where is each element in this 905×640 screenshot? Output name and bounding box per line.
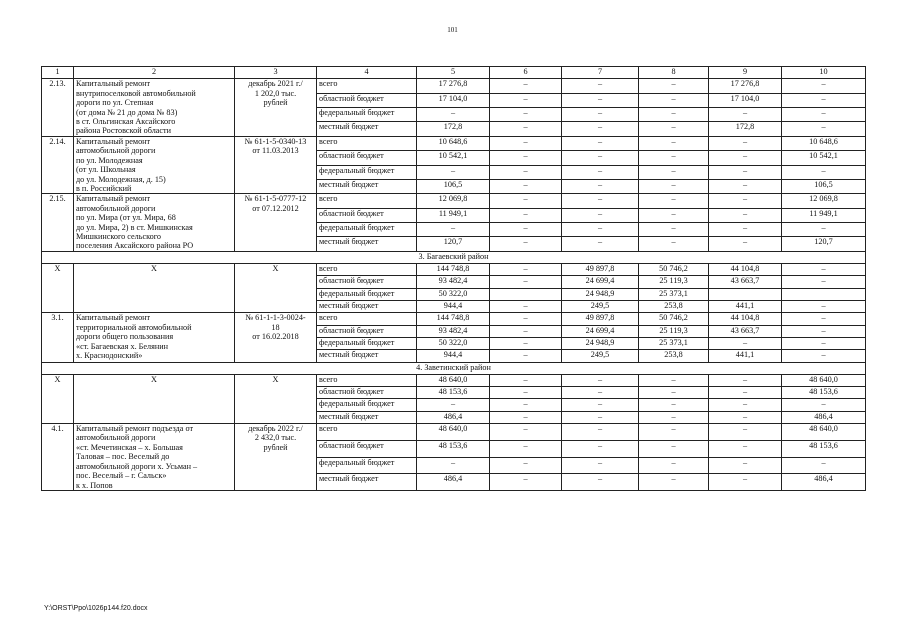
amount-cell: 172,8	[709, 122, 782, 136]
project-document: № 61-1-5-0340-13 от 11.03.2013	[235, 136, 317, 194]
amount-cell: –	[562, 136, 639, 150]
amount-cell: 172,8	[417, 122, 490, 136]
amount-cell: –	[782, 122, 866, 136]
amount-cell: –	[490, 93, 562, 107]
column-number-row	[42, 67, 866, 79]
amount-cell: –	[709, 136, 782, 150]
amount-cell: 486,4	[782, 474, 866, 491]
amount-cell: 48 153,6	[782, 387, 866, 399]
amount-cell: 48 640,0	[417, 374, 490, 386]
project-document: декабрь 2021 г./ 1 202,0 тыс. рублей	[235, 79, 317, 137]
item-number: 2.14.	[42, 136, 74, 194]
funding-source: областной бюджет	[317, 325, 417, 337]
funding-source: местный бюджет	[317, 179, 417, 193]
amount-cell: –	[490, 122, 562, 136]
column-number: 8	[639, 67, 709, 79]
object-name: Капитальный ремонт автомобильной дороги по ул. Молодежная (от ул. Школьная до ул. Молодежная, д. 15) в п. Российский	[74, 136, 235, 194]
amount-cell: –	[639, 424, 709, 441]
amount-cell: –	[490, 79, 562, 93]
amount-cell: 25 119,3	[639, 276, 709, 288]
amount-cell: –	[639, 151, 709, 165]
amount-cell: 249,5	[562, 350, 639, 362]
amount-cell: –	[490, 424, 562, 441]
object-name: Капитальный ремонт автомобильной дороги по ул. Мира (от ул. Мира, 68 до ул. Мира, 2) в ст. Мишкинская Мишкинского сельского поселения Аксайского района РО	[74, 194, 235, 252]
amount-cell: –	[562, 374, 639, 386]
amount-cell: –	[562, 399, 639, 411]
object-name: Х	[74, 374, 235, 423]
amount-cell: 10 648,6	[782, 136, 866, 150]
amount-cell: –	[639, 179, 709, 193]
amount-cell: 10 648,6	[417, 136, 490, 150]
amount-cell	[782, 288, 866, 300]
amount-cell: –	[782, 337, 866, 349]
amount-cell: –	[562, 457, 639, 474]
amount-cell: 944,4	[417, 350, 490, 362]
amount-cell: 48 640,0	[782, 374, 866, 386]
funding-source: местный бюджет	[317, 474, 417, 491]
amount-cell: –	[709, 208, 782, 222]
amount-cell: –	[782, 264, 866, 276]
amount-cell: –	[709, 387, 782, 399]
funding-source: местный бюджет	[317, 237, 417, 251]
amount-cell: 24 948,9	[562, 337, 639, 349]
amount-cell: –	[562, 223, 639, 237]
amount-cell: –	[639, 411, 709, 423]
project-document: Х	[235, 264, 317, 313]
amount-cell: 106,5	[782, 179, 866, 193]
amount-cell: –	[782, 457, 866, 474]
funding-source: местный бюджет	[317, 122, 417, 136]
amount-cell: 486,4	[417, 474, 490, 491]
table-row	[42, 264, 866, 276]
funding-source: областной бюджет	[317, 93, 417, 107]
amount-cell: 50 746,2	[639, 264, 709, 276]
column-number: 1	[42, 67, 74, 79]
funding-source: всего	[317, 374, 417, 386]
amount-cell: –	[562, 194, 639, 208]
funding-source: областной бюджет	[317, 276, 417, 288]
amount-cell: –	[639, 194, 709, 208]
funding-source: всего	[317, 313, 417, 325]
amount-cell: 17 276,8	[417, 79, 490, 93]
object-name: Капитальный ремонт территориальной автомобильной дороги общего пользования «ст. Багаевская х. Белянин х. Краснодонский»	[74, 313, 235, 362]
amount-cell: 48 153,6	[417, 440, 490, 457]
amount-cell: –	[490, 179, 562, 193]
amount-cell: 48 153,6	[782, 440, 866, 457]
amount-cell: –	[490, 337, 562, 349]
amount-cell: –	[639, 208, 709, 222]
amount-cell: –	[709, 374, 782, 386]
amount-cell: –	[562, 440, 639, 457]
amount-cell: –	[490, 165, 562, 179]
amount-cell: –	[782, 165, 866, 179]
column-number: 6	[490, 67, 562, 79]
amount-cell: 253,8	[639, 301, 709, 313]
amount-cell: 44 104,8	[709, 264, 782, 276]
amount-cell: 120,7	[417, 237, 490, 251]
amount-cell	[490, 288, 562, 300]
amount-cell: –	[709, 337, 782, 349]
amount-cell	[709, 288, 782, 300]
amount-cell: 24 699,4	[562, 325, 639, 337]
item-number: 2.15.	[42, 194, 74, 252]
amount-cell: 43 663,7	[709, 325, 782, 337]
amount-cell: 249,5	[562, 301, 639, 313]
section-row	[42, 362, 866, 374]
amount-cell: –	[490, 457, 562, 474]
amount-cell: –	[639, 237, 709, 251]
amount-cell: 49 897,8	[562, 313, 639, 325]
table-row	[42, 374, 866, 386]
amount-cell: –	[639, 108, 709, 122]
amount-cell: –	[490, 411, 562, 423]
amount-cell: –	[782, 399, 866, 411]
amount-cell: –	[639, 440, 709, 457]
amount-cell: 25 373,1	[639, 337, 709, 349]
amount-cell: 93 482,4	[417, 325, 490, 337]
amount-cell: 17 104,0	[709, 93, 782, 107]
amount-cell: 17 276,8	[709, 79, 782, 93]
amount-cell: –	[562, 208, 639, 222]
column-number: 4	[317, 67, 417, 79]
amount-cell: –	[562, 79, 639, 93]
column-number: 7	[562, 67, 639, 79]
amount-cell: 486,4	[782, 411, 866, 423]
amount-cell: 50 322,0	[417, 288, 490, 300]
amount-cell: –	[490, 108, 562, 122]
amount-cell: –	[639, 122, 709, 136]
amount-cell: 11 949,1	[417, 208, 490, 222]
amount-cell: 25 119,3	[639, 325, 709, 337]
amount-cell: –	[562, 387, 639, 399]
item-number: Х	[42, 374, 74, 423]
amount-cell: –	[782, 301, 866, 313]
amount-cell: –	[639, 165, 709, 179]
amount-cell: –	[490, 237, 562, 251]
table-row	[42, 79, 866, 93]
item-number: 4.1.	[42, 424, 74, 491]
funding-source: местный бюджет	[317, 350, 417, 362]
amount-cell: –	[639, 93, 709, 107]
amount-cell: –	[639, 399, 709, 411]
object-name: Капитальный ремонт внутрипоселковой автомобильной дороги по ул. Степная (от дома № 21 до дома № 83) в ст. Ольгинская Аксайского района Ростовской области	[74, 79, 235, 137]
amount-cell: –	[490, 151, 562, 165]
amount-cell: –	[639, 374, 709, 386]
funding-source: федеральный бюджет	[317, 108, 417, 122]
amount-cell: 144 748,8	[417, 264, 490, 276]
amount-cell: –	[709, 399, 782, 411]
funding-source: областной бюджет	[317, 440, 417, 457]
table-row	[42, 194, 866, 208]
amount-cell: –	[709, 151, 782, 165]
amount-cell: 48 640,0	[417, 424, 490, 441]
amount-cell: –	[709, 179, 782, 193]
column-number: 9	[709, 67, 782, 79]
amount-cell: –	[490, 399, 562, 411]
section-title: 4. Заветинский район	[42, 362, 866, 374]
funding-source: всего	[317, 424, 417, 441]
amount-cell: –	[782, 276, 866, 288]
amount-cell: –	[709, 411, 782, 423]
project-document: № 61-1-5-0777-12 от 07.12.2012	[235, 194, 317, 252]
amount-cell: –	[562, 151, 639, 165]
amount-cell: –	[490, 440, 562, 457]
item-number: 3.1.	[42, 313, 74, 362]
amount-cell: –	[709, 165, 782, 179]
amount-cell: –	[490, 194, 562, 208]
item-number: 2.13.	[42, 79, 74, 137]
amount-cell: –	[490, 325, 562, 337]
object-name: Х	[74, 264, 235, 313]
object-name: Капитальный ремонт подъезда от автомобильной дороги «ст. Мечетинская – х. Большая Таловая – пос. Веселый до автомобильной дороги х. Усьман – пос. Веселый – г. Сальск» к х. Попов	[74, 424, 235, 491]
amount-cell: –	[562, 108, 639, 122]
amount-cell: 106,5	[417, 179, 490, 193]
amount-cell: 93 482,4	[417, 276, 490, 288]
amount-cell: –	[639, 79, 709, 93]
amount-cell: 25 373,1	[639, 288, 709, 300]
amount-cell: –	[490, 276, 562, 288]
funding-source: областной бюджет	[317, 387, 417, 399]
amount-cell: –	[782, 223, 866, 237]
page-number: 101	[447, 26, 458, 34]
funding-source: всего	[317, 136, 417, 150]
funding-source: всего	[317, 264, 417, 276]
amount-cell: –	[490, 301, 562, 313]
amount-cell: –	[562, 122, 639, 136]
funding-source: федеральный бюджет	[317, 223, 417, 237]
amount-cell: 49 897,8	[562, 264, 639, 276]
amount-cell: 10 542,1	[417, 151, 490, 165]
project-document: № 61-1-1-3-0024- 18 от 16.02.2018	[235, 313, 317, 362]
amount-cell: –	[709, 108, 782, 122]
amount-cell: –	[417, 165, 490, 179]
amount-cell: –	[639, 223, 709, 237]
funding-source: федеральный бюджет	[317, 337, 417, 349]
file-path: Y:\ORST\Ppo\1026p144.f20.docx	[44, 605, 148, 612]
funding-source: федеральный бюджет	[317, 399, 417, 411]
column-number: 10	[782, 67, 866, 79]
amount-cell: –	[709, 474, 782, 491]
amount-cell: 10 542,1	[782, 151, 866, 165]
amount-cell: 24 699,4	[562, 276, 639, 288]
amount-cell: –	[782, 325, 866, 337]
amount-cell: –	[490, 264, 562, 276]
amount-cell: –	[490, 387, 562, 399]
funding-source: областной бюджет	[317, 208, 417, 222]
amount-cell: 944,4	[417, 301, 490, 313]
amount-cell: –	[490, 313, 562, 325]
amount-cell: 441,1	[709, 301, 782, 313]
amount-cell: –	[709, 237, 782, 251]
amount-cell: 12 069,8	[782, 194, 866, 208]
table-row	[42, 424, 866, 441]
funding-source: местный бюджет	[317, 411, 417, 423]
amount-cell: –	[709, 223, 782, 237]
amount-cell: –	[562, 165, 639, 179]
amount-cell: –	[562, 179, 639, 193]
amount-cell: –	[709, 457, 782, 474]
amount-cell: 17 104,0	[417, 93, 490, 107]
amount-cell: 12 069,8	[417, 194, 490, 208]
amount-cell: –	[639, 136, 709, 150]
amount-cell: –	[639, 387, 709, 399]
amount-cell: 43 663,7	[709, 276, 782, 288]
amount-cell: –	[490, 208, 562, 222]
amount-cell: –	[639, 457, 709, 474]
funding-source: федеральный бюджет	[317, 288, 417, 300]
amount-cell: –	[417, 457, 490, 474]
amount-cell: –	[562, 93, 639, 107]
amount-cell: –	[490, 374, 562, 386]
amount-cell: –	[782, 79, 866, 93]
amount-cell: 120,7	[782, 237, 866, 251]
amount-cell: 253,8	[639, 350, 709, 362]
amount-cell: –	[782, 108, 866, 122]
funding-source: федеральный бюджет	[317, 457, 417, 474]
section-row	[42, 251, 866, 263]
amount-cell: 48 640,0	[782, 424, 866, 441]
funding-source: местный бюджет	[317, 301, 417, 313]
amount-cell: –	[782, 313, 866, 325]
amount-cell: –	[417, 223, 490, 237]
amount-cell: 50 322,0	[417, 337, 490, 349]
table-row	[42, 313, 866, 325]
amount-cell: –	[417, 108, 490, 122]
amount-cell: 50 746,2	[639, 313, 709, 325]
amount-cell: –	[782, 93, 866, 107]
column-number: 5	[417, 67, 490, 79]
funding-source: всего	[317, 194, 417, 208]
item-number: Х	[42, 264, 74, 313]
amount-cell: –	[709, 424, 782, 441]
column-number: 2	[74, 67, 235, 79]
amount-cell: 48 153,6	[417, 387, 490, 399]
amount-cell: 44 104,8	[709, 313, 782, 325]
amount-cell: –	[562, 237, 639, 251]
amount-cell: 11 949,1	[782, 208, 866, 222]
amount-cell: –	[490, 350, 562, 362]
budget-table	[41, 66, 866, 491]
amount-cell: –	[639, 474, 709, 491]
amount-cell: –	[490, 223, 562, 237]
amount-cell: 144 748,8	[417, 313, 490, 325]
amount-cell: –	[562, 411, 639, 423]
amount-cell: 24 948,9	[562, 288, 639, 300]
amount-cell: –	[782, 350, 866, 362]
section-title: 3. Багаевский район	[42, 251, 866, 263]
amount-cell: –	[562, 474, 639, 491]
amount-cell: –	[709, 440, 782, 457]
amount-cell: –	[417, 399, 490, 411]
funding-source: всего	[317, 79, 417, 93]
column-number: 3	[235, 67, 317, 79]
amount-cell: –	[490, 474, 562, 491]
amount-cell: 441,1	[709, 350, 782, 362]
project-document: Х	[235, 374, 317, 423]
amount-cell: –	[709, 194, 782, 208]
table-row	[42, 136, 866, 150]
amount-cell: –	[490, 136, 562, 150]
amount-cell: –	[562, 424, 639, 441]
amount-cell: 486,4	[417, 411, 490, 423]
funding-source: областной бюджет	[317, 151, 417, 165]
funding-source: федеральный бюджет	[317, 165, 417, 179]
project-document: декабрь 2022 г./ 2 432,0 тыс. рублей	[235, 424, 317, 491]
